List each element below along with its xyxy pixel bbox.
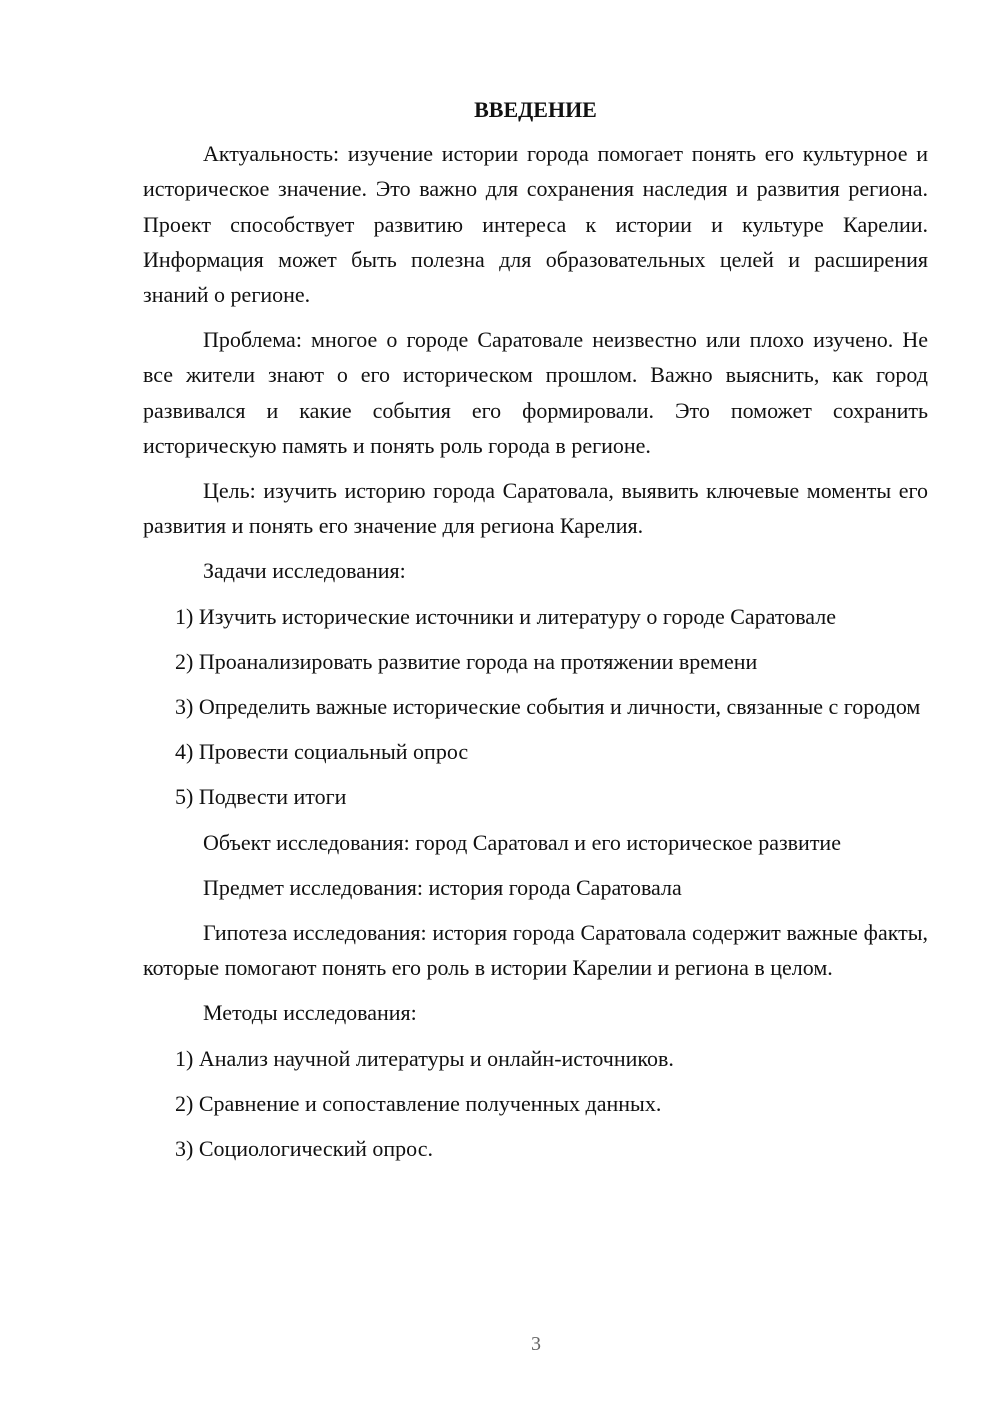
task-item-4: 4) Провести социальный опрос: [175, 739, 469, 765]
page-number: 3: [531, 1333, 541, 1355]
task-item-2: 2) Проанализировать развитие города на протяжении времени: [175, 648, 758, 674]
relevance-paragraph: Актуальность: изучение истории города помогает понять его культурное и историческое значение. Это важно для сохранения наследия и развития региона. Проект способствует развитию интереса к истории и культуре Карелии. Информация может быть полезна для образовательных целей и расширения знаний о регионе.: [143, 141, 928, 308]
task-item-3: 3) Определить важные исторические события и личности, связанные с городом: [175, 694, 921, 720]
hypothesis-paragraph: Гипотеза исследования: история города Саратовала содержит важные факты, которые помогают понять его роль в истории Карелии и региона в целом.: [143, 920, 928, 981]
method-item-1: 1) Анализ научной литературы и онлайн-источников.: [175, 1045, 674, 1071]
subject-paragraph: Предмет исследования: история города Саратовала: [203, 874, 682, 900]
methods-heading: Методы исследования:: [203, 1000, 417, 1026]
section-title: ВВЕДЕНИЕ: [474, 97, 597, 122]
tasks-heading: Задачи исследования:: [203, 558, 406, 584]
method-item-2: 2) Сравнение и сопоставление полученных данных.: [175, 1090, 662, 1116]
task-item-1: 1) Изучить исторические источники и литературу о городе Саратовале: [175, 603, 836, 629]
goal-paragraph: Цель: изучить историю города Саратовала, выявить ключевые моменты его развития и понять его значение для региона Карелия.: [143, 478, 928, 539]
problem-paragraph: Проблема: многое о городе Саратовале неизвестно или плохо изучено. Не все жители знают о его историческом прошлом. Важно выяснить, как город развивался и какие события его формировали. Это поможет сохранить историческую память и понять роль города в регионе.: [143, 327, 928, 458]
document-page: [143, 92, 928, 1176]
method-item-3: 3) Социологический опрос.: [175, 1136, 433, 1162]
task-item-5: 5) Подвести итоги: [175, 784, 347, 810]
object-paragraph: Объект исследования: город Саратовал и его историческое развитие: [203, 829, 841, 855]
